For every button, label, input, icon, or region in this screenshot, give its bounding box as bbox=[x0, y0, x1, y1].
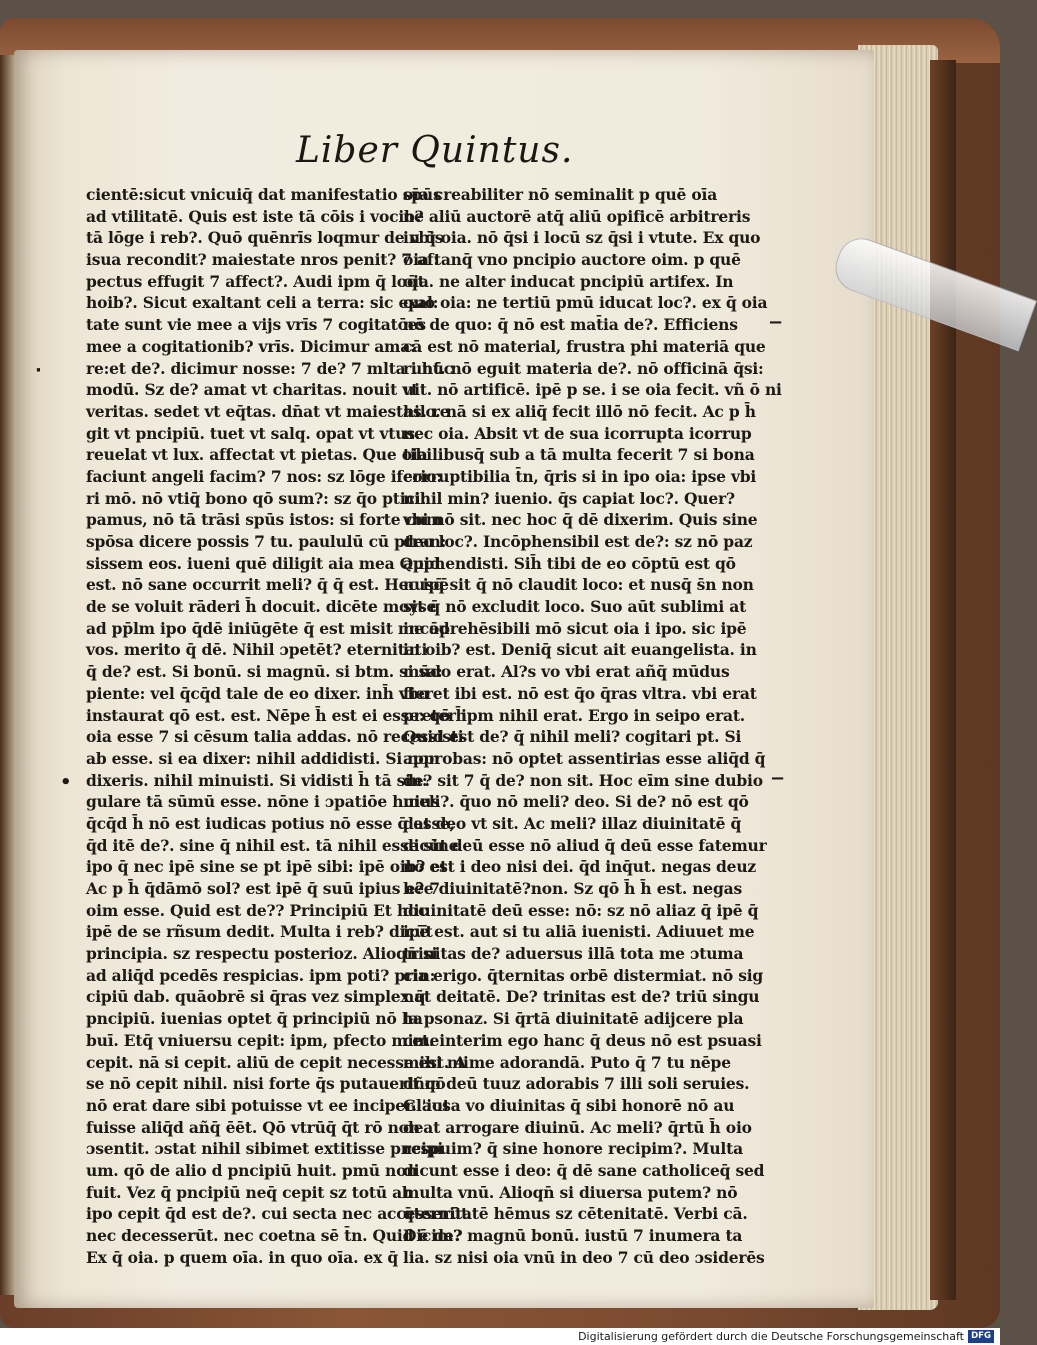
text-line: uit. nō artificē. ipē p se. i se oia fecit. vñ ō ni bbox=[403, 380, 782, 400]
text-line: principia. sz respectu posterioz. Alioqn̄ si bbox=[86, 944, 438, 964]
text-line: Dicim? magnū bonū. iustū 7 inumera ta bbox=[403, 1226, 743, 1245]
text-line: diuinitatē deū esse: nō: sz nō aliaz q̄ ipē q̄ bbox=[403, 900, 759, 920]
text-line: q̄cq̄d h̄ nō est iudicas potius nō esse q̄ esse, bbox=[86, 813, 455, 833]
text-line: pncipiū. iuenias optet q̄ principiū nō ha bbox=[86, 1009, 423, 1029]
text-line: oia esse 7 si cēsum talia addas. nō recessisti bbox=[86, 727, 464, 747]
text-line: dat deo vt sit. Ac meli? illaz diuinitatē q̄ bbox=[403, 813, 742, 833]
text-line: vos. merito q̄ dē. Nihil ɔpetēt? eternitati bbox=[86, 640, 428, 660]
text-line: ipē de se rñsum dedit. Multa i reb? dicūt bbox=[86, 922, 433, 942]
text-line: oia. ne alter inducat pncipiū artifex. In bbox=[403, 271, 734, 291]
text-line: cet. interim ego hanc q̄ deus nō est psuasi bbox=[403, 1030, 762, 1050]
text-line: cipiū dab. quāobrē si q̄ras vez simplex q̄ bbox=[86, 987, 426, 1007]
digitization-credit: Digitalisierung gefördert durch die Deutsche Forschungsgemeinschaft bbox=[578, 1330, 964, 1343]
text-line: mee a cogitationib? vrīs. Dicimur ama: bbox=[86, 336, 416, 356]
text-line: q̄ternitatē hēmus sz cētenitatē. Verbi cā. bbox=[403, 1204, 748, 1224]
text-line: approbas: nō optet assentirias esse aliq̄d q̄ bbox=[403, 748, 766, 768]
text-line: modū. Sz de? amat vt charitas. nouit vt bbox=[86, 380, 419, 400]
margin-mark: • bbox=[60, 772, 72, 793]
text-line: mihi mime adorandā. Puto q̄ 7 tu nēpe bbox=[403, 1052, 731, 1072]
text-line: dicunt esse i deo: q̄ dē sane catholiceq̄ sed bbox=[403, 1160, 765, 1180]
text-line: dicūt deū esse nō aliud q̄ deū esse fatemur bbox=[403, 835, 767, 855]
text-line: oia tanq̄ vno pncipio auctore oim. p quē bbox=[403, 250, 741, 270]
text-line: buī. Etq̄ vniuersu cepit: ipm, pfecto mime bbox=[86, 1030, 440, 1050]
text-line: dñm deū tuuz adorabis 7 illi soli seruies. bbox=[403, 1074, 750, 1094]
right-text-column bbox=[403, 184, 782, 1268]
text-line: deat arrogare diuinū. Ac meli? q̄rtū h̄ oio bbox=[403, 1117, 752, 1137]
text-line: apphendisti. Sih̄ tibi de eo cōptū est qō bbox=[403, 553, 736, 573]
text-line: preter ipm nihil erat. Ergo in seipo erat. bbox=[403, 705, 745, 725]
text-line: spōsa dicere possis 7 tu. paululū cū ptran: bbox=[86, 532, 447, 551]
text-line: ad pp̄lm ipo q̄dē iniūgēte q̄ est misit me ad bbox=[86, 618, 450, 638]
text-line: ipē est. aut si tu aliā iuenisti. Adiuuet me bbox=[403, 922, 755, 942]
text-line: Quid est de? q̄ nihil meli? cogitari pt. Si bbox=[403, 727, 742, 747]
text-line: nec oia. Absit vt de sua icorrupta icorrup bbox=[403, 423, 752, 443]
text-line: nec decesserūt. nec coetna sē t̄n. Quid ē de? bbox=[86, 1226, 463, 1245]
text-line: nihil min? iuenio. q̄s capiat loc?. Quer? bbox=[403, 488, 735, 508]
text-line: in oib? est. Deniq̄ sicut ait euangelista. in bbox=[403, 640, 757, 660]
text-line: nō de quo: q̄ nō est mat̄ia de?. Efficiens bbox=[403, 315, 738, 335]
text-line: cia erigo. q̄ternitas orbē distermiat. nō sig bbox=[403, 965, 764, 985]
text-line: corruptibilia t̄n, q̄ris si in ipo oia: ipse vbi bbox=[403, 466, 757, 486]
text-line: cepit. nā si cepit. aliū de cepit necesse est. A bbox=[86, 1052, 466, 1072]
text-line: nusq̄ sit q̄ nō claudit loco: et nusq̄ s̄n non bbox=[403, 575, 754, 595]
text-line: cā est nō material, frustra phi materiā que bbox=[403, 336, 766, 356]
text-line: lia. sz nisi oia vnū in deo 7 cū deo ɔsiderēs bbox=[403, 1247, 765, 1267]
text-line: cientē:sicut vnicuiq̄ dat manifestatio spūs bbox=[86, 185, 442, 204]
text-line: quo oia: ne tertiū pmū iducat loc?. ex q̄ oia bbox=[403, 293, 768, 313]
text-line: est. nō sane occurrit meli? q̄ q̄ est. Hec ipē bbox=[86, 575, 449, 595]
text-line: respuim? q̄ sine honore recipim?. Multa bbox=[403, 1139, 743, 1159]
text-line: ad aliq̄d pcedēs respicias. ipm poti? prin: bbox=[86, 965, 436, 985]
text-line: pectus effugit 7 affect?. Audi ipm q̄ loq̄t bbox=[86, 271, 425, 291]
text-line: fieret ibi est. nō est q̄o q̄ras vltra. vbi erat bbox=[403, 683, 757, 703]
text-line: de se voluit rāderi h̄ docuit. dicēte moyse bbox=[86, 597, 437, 617]
text-line: um. qō de alio d pncipiū huit. pmū non bbox=[86, 1160, 418, 1180]
text-line: dixeris. nihil minuisti. Si vidisti h̄ tā sin: bbox=[86, 770, 428, 790]
text-line: mūdo erat. Al?s vo vbi erat añq̄ mūdus bbox=[403, 662, 730, 682]
text-line: q̄d itē de?. sine q̄ nihil est. tā nihil esse sine bbox=[86, 835, 459, 855]
margin-mark: − bbox=[770, 768, 786, 789]
text-line: vbi nō sit. nec hoc q̄ dē dixerim. Quis sine bbox=[403, 510, 758, 530]
text-line: reuelat vt lux. affectat vt pietas. Que oia bbox=[86, 445, 428, 465]
text-line: gulare tā sūmū esse. nōne i ɔpatiōe huius bbox=[86, 792, 440, 812]
text-line: fuit. Vez q̄ pncipiū neq̄ cepit sz totū ab bbox=[86, 1182, 413, 1202]
running-header: Liber Quintus. bbox=[296, 130, 574, 171]
text-line: oim esse. Quid est de?? Principiū Et hoc bbox=[86, 900, 428, 920]
text-line: pamus, nō tā trāsi spūs istos: si forte cum bbox=[86, 510, 443, 530]
text-line: ab esse. si ea dixer: nihil addidisti. Si non bbox=[86, 748, 440, 768]
text-line: deo loc?. Incōphensibil est de?: sz nō paz bbox=[403, 532, 753, 551]
text-line: sit q̄ nō excludit loco. Suo aūt sublimi at bbox=[403, 597, 747, 617]
text-line: fuisse aliq̄d añq̄ ēēt. Qō vtrūq̄ q̄t rō non bbox=[86, 1117, 420, 1137]
text-line: tate sunt vie mee a vijs vrīs 7 cogitatōes bbox=[86, 315, 426, 335]
text-line: piente: vel q̄cq̄d tale de eo dixer. inh̄ vbo bbox=[86, 683, 429, 703]
text-line: hilo. nā si ex aliq̄ fecit illō nō fecit. Ac p h̄ bbox=[403, 401, 756, 421]
text-line: multa vnū. Alioqn̄ si diuersa putem? nō bbox=[403, 1182, 738, 1202]
text-line: tā lōge i reb?. Quō quēnrīs loqmur de vbis bbox=[86, 228, 444, 248]
text-line: in q̄ oia. nō q̄si i locū sz q̄si i vtute. Ex quo bbox=[403, 228, 761, 248]
text-line: q̄ de? est. Si bonū. si magnū. si btm. si sa: bbox=[86, 662, 443, 682]
text-line: ri mō. nō vtiq̄ bono qō sum?: sz q̄o ptici: bbox=[86, 488, 426, 508]
text-line: nō est i deo nisi dei. q̄d inq̄ut. negas deuz bbox=[403, 857, 757, 877]
text-line: isua recondit? maiestate nros penit? 7 af: bbox=[86, 250, 439, 270]
text-line: tibilibusq̄ sub a tā multa fecerit 7 si bona bbox=[403, 445, 755, 465]
text-line: se nō cepit nihil. nisi forte q̄s putauerit qō bbox=[86, 1074, 446, 1094]
text-line: Ex q̄ oia. p quem oīa. in quo oīa. ex q̄ bbox=[86, 1247, 399, 1267]
margin-mark: · bbox=[35, 360, 42, 381]
text-line: ne aliū auctorē atq̄ aliū opificē arbitreris bbox=[403, 206, 751, 226]
text-line: nō erat dare sibi potuisse vt ee inciper. aut bbox=[86, 1095, 450, 1115]
text-line: instaurat qō est. est. Nēpe h̄ est ei esse: qō h̄ bbox=[86, 705, 467, 725]
text-line: la psonaz. Si q̄rtā diuinitatē adijcere pla bbox=[403, 1009, 744, 1029]
text-line: sissem eos. iueni quē diligit aia mea Quid bbox=[86, 553, 441, 573]
text-line: veritas. sedet vt eq̄tas. dn̄at vt maiestas. re bbox=[86, 401, 450, 421]
text-line: runt. nō eguit materia de?. nō officinā q̄si: bbox=[403, 358, 764, 378]
margin-mark: − bbox=[768, 312, 784, 333]
text-line: ɔsentit. ɔstat nihil sibimet extitisse pncipi bbox=[86, 1139, 444, 1159]
text-line: ipo q̄ nec ipē sine se pt ipē sibi: ipē oib? et bbox=[86, 857, 447, 877]
text-line: incōprehēsibili mō sicut oia i ipo. sic ipē bbox=[403, 618, 747, 638]
text-line: nat deitatē. De? trinitas est de? triū singu bbox=[403, 987, 760, 1007]
text-line: hoib?. Sicut exaltant celi a terra: sic exal: bbox=[86, 293, 439, 313]
dfg-logo: DFG bbox=[968, 1330, 994, 1343]
text-line: Ac p h̄ q̄dāmō sol? est ipē q̄ suū ipius e? 7 bbox=[86, 879, 440, 898]
text-line: ipo cepit q̄d est de?. cui secta nec accesserūt bbox=[86, 1204, 468, 1224]
text-line: git vt pncipiū. tuet vt salq. opat vt vtus. bbox=[86, 423, 421, 443]
text-line: trinitas de? aduersus illā tota me ɔtuma bbox=[403, 944, 744, 964]
cover-spine-shadow bbox=[930, 60, 956, 1300]
text-line: faciunt angeli facim? 7 nos: sz lōge iferio: bbox=[86, 466, 442, 486]
text-line: Gl'iosa vo diuinitas q̄ sibi honorē nō au bbox=[403, 1095, 735, 1115]
text-line: meli?. q̄uo nō meli? deo. Si de? nō est qō bbox=[403, 792, 749, 812]
text-line: oīa creabiliter nō seminalit p quē oīa bbox=[403, 185, 718, 204]
left-text-column bbox=[86, 184, 468, 1268]
text-line: re:et de?. dicimur nosse: 7 de? 7 mlta i hūc bbox=[86, 358, 453, 378]
text-line: de? sit 7 q̄ de? non sit. Hoc eīm sine dubio bbox=[403, 770, 763, 790]
text-line: hēe diuinitatē?non. Sz qō h̄ h̄ est. negas bbox=[403, 879, 742, 898]
text-line: ad vtilitatē. Quis est iste tā cōis i vocib? bbox=[86, 206, 424, 226]
